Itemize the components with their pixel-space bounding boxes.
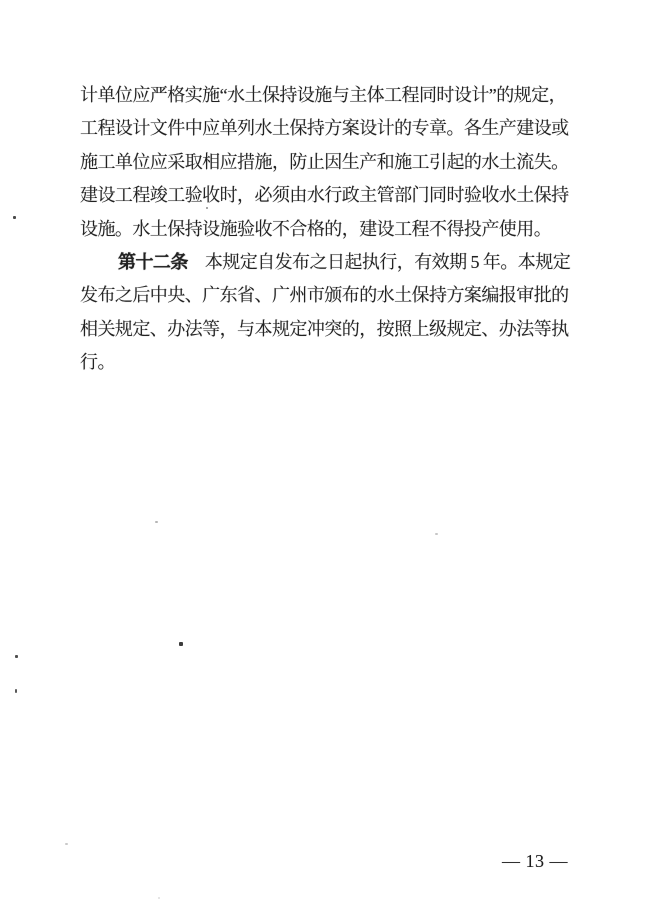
scan-speck [13, 216, 16, 219]
text-line: 计单位应严格实施“水土保持设施与主体工程同时设计”的规定， [80, 85, 567, 105]
page-number: — 13 — [502, 851, 568, 871]
scan-speck [15, 689, 17, 693]
scan-speck [155, 521, 158, 523]
scan-speck [206, 207, 208, 209]
text-line: 设施。水土保持设施验收不合格的，建设工程不得投产使用。 [80, 218, 552, 239]
scan-speck [15, 655, 18, 658]
scan-speck [435, 533, 438, 535]
text-line: 施工单位应采取相应措施，防止因生产和施工引起的水土流失。 [80, 151, 569, 172]
text-line: 工程设计文件中应单列水土保持方案设计的专章。各生产建设或 [80, 118, 569, 139]
text-line: 建设工程竣工验收时，必须由水行政主管部门同时验收水土保持 [80, 185, 569, 206]
body-text [80, 79, 572, 380]
text-line: 相关规定、办法等，与本规定冲突的，按照上级规定、办法等执 [80, 318, 569, 339]
scan-speck [158, 897, 160, 899]
text-line: 行。 [80, 352, 115, 373]
scan-speck [179, 642, 183, 646]
text-line-article-start [80, 246, 572, 279]
article-text-run: 本规定自发布之日起执行，有效期 5 年。本规定 [204, 251, 571, 272]
scan-speck [65, 843, 68, 845]
text-line: 发布之后中央、广东省、广州市颁布的水土保持方案编报审批的 [80, 285, 569, 306]
article-number-label: 第十二条 [118, 251, 188, 272]
